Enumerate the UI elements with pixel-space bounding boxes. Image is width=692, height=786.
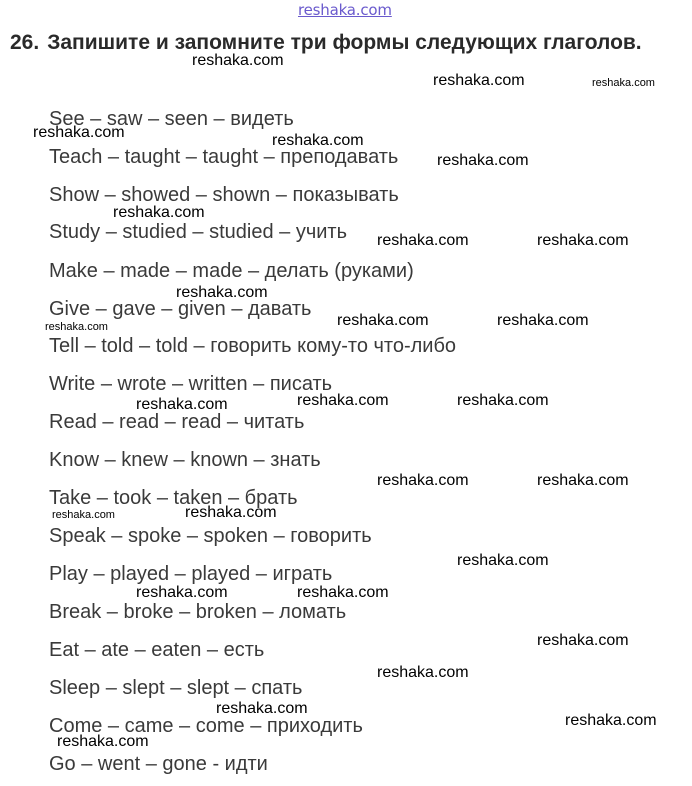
watermark: reshaka.com — [377, 664, 469, 681]
verb-row-tell: Tell – told – told – говорить кому-то что-либо — [49, 335, 457, 357]
watermark: reshaka.com — [433, 72, 525, 89]
verb-row-speak: Speak – spoke – spoken – говорить — [49, 525, 372, 547]
verb-row-know: Know – knew – known – знать — [49, 449, 321, 471]
verb-row-take: Take – took – taken – брать — [49, 487, 298, 509]
watermark: reshaka.com — [57, 733, 149, 750]
watermark: reshaka.com — [33, 124, 125, 141]
verb-row-go: Go – went – gone - идти — [49, 753, 268, 775]
exercise-title — [10, 31, 642, 55]
watermark: reshaka.com — [297, 392, 389, 409]
watermark: reshaka.com — [337, 312, 429, 329]
header-watermark-link[interactable]: reshaka.com — [298, 1, 392, 19]
watermark: reshaka.com — [377, 472, 469, 489]
watermark: reshaka.com — [176, 284, 268, 301]
watermark: reshaka.com — [52, 509, 115, 521]
watermark: reshaka.com — [45, 321, 108, 333]
watermark: reshaka.com — [497, 312, 589, 329]
verb-row-come: Come – came – come – приходить — [49, 715, 363, 737]
watermark: reshaka.com — [136, 396, 228, 413]
watermark: reshaka.com — [192, 52, 284, 69]
verb-row-give: Give – gave – given – давать — [49, 298, 312, 320]
watermark: reshaka.com — [437, 152, 529, 169]
verb-row-see: See – saw – seen – видеть — [49, 108, 294, 130]
watermark: reshaka.com — [592, 77, 655, 89]
verb-row-play: Play – played – played – играть — [49, 563, 333, 585]
verb-row-study: Study – studied – studied – учить — [49, 221, 348, 243]
verb-row-make: Make – made – made – делать (руками) — [49, 260, 414, 282]
verb-row-show: Show – showed – shown – показывать — [49, 184, 399, 206]
watermark: reshaka.com — [537, 232, 629, 249]
exercise-instruction: Запишите и запомните три формы следующих глаголов. — [47, 31, 642, 54]
watermark: reshaka.com — [537, 632, 629, 649]
watermark: reshaka.com — [136, 584, 228, 601]
verb-row-teach: Teach – taught – taught – преподавать — [49, 146, 399, 168]
watermark: reshaka.com — [377, 232, 469, 249]
watermark: reshaka.com — [185, 504, 277, 521]
watermark: reshaka.com — [113, 204, 205, 221]
verb-row-read: Read – read – read – читать — [49, 411, 305, 433]
watermark: reshaka.com — [272, 132, 364, 149]
watermark: reshaka.com — [537, 472, 629, 489]
verb-row-write: Write – wrote – written – писать — [49, 373, 333, 395]
verb-row-eat: Eat – ate – eaten – есть — [49, 639, 265, 661]
verb-row-break: Break – broke – broken – ломать — [49, 601, 347, 623]
watermark: reshaka.com — [297, 584, 389, 601]
exercise-number: 26. — [10, 31, 40, 54]
watermark: reshaka.com — [216, 700, 308, 717]
watermark: reshaka.com — [457, 552, 549, 569]
watermark: reshaka.com — [457, 392, 549, 409]
watermark: reshaka.com — [565, 712, 657, 729]
verb-row-sleep: Sleep – slept – slept – спать — [49, 677, 303, 699]
